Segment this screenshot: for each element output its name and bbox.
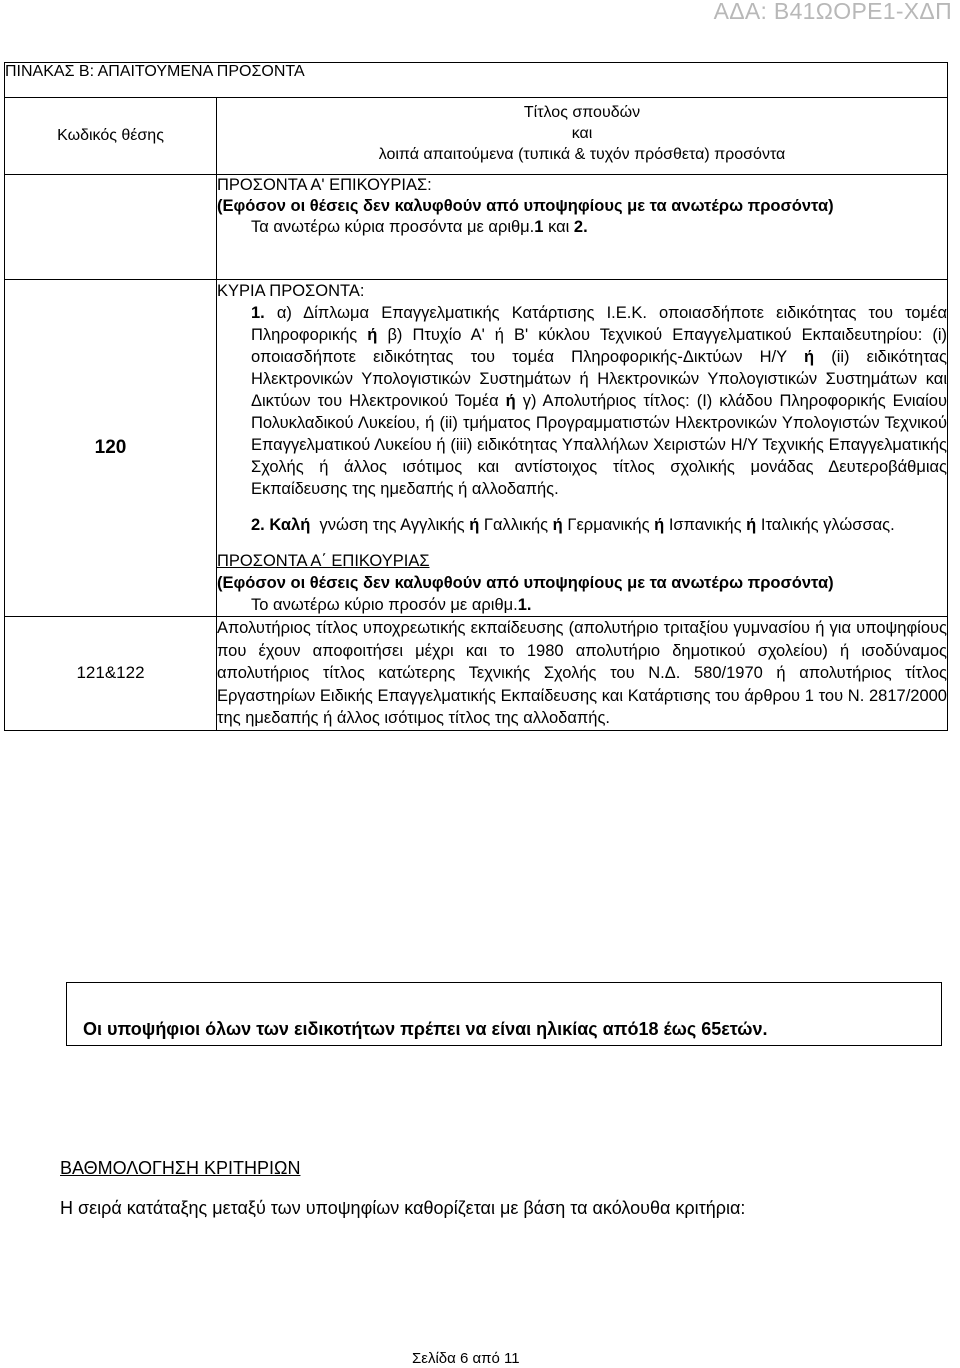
criteria-text: Η σειρά κατάταξης μεταξύ των υποψηφίων καθορίζεται με βάση τα ακόλουθα κριτήρια: — [60, 1198, 746, 1218]
subsidiary-body-120: Το ανωτέρω κύριο προσόν με αριθμ.1. — [251, 596, 532, 614]
subsidiary-condition-120: (Εφόσον οι θέσεις δεν καλυφθούν από υποψηφίους με τα ανωτέρω προσόντα) — [217, 574, 834, 592]
qualification-2: 2. Καλή γνώση της Αγγλικής ή Γαλλικής ή Γερμανικής ή Ισπανικής ή Ιταλικής γλώσσας. — [251, 516, 895, 534]
subsidiary-a-heading: ΠΡΟΣΟΝΤΑ Α' ΕΠΙΚΟΥΡΙΑΣ: — [217, 176, 432, 194]
code-120: 120 — [5, 280, 217, 617]
header-title: Τίτλος σπουδών και λοιπά απαιτούμενα (τυπικά & τυχόν πρόσθετα) προσόντα — [217, 98, 948, 175]
requirements-table — [4, 62, 948, 731]
code-121-122: 121&122 — [5, 617, 217, 731]
age-note: Οι υποψήφιοι όλων των ειδικοτήτων πρέπει να είναι ηλικίας από18 έως 65ετών. — [83, 1019, 768, 1039]
row-120-text — [217, 280, 948, 617]
ada-stamp: ΑΔΑ: Β41ΩΟΡΕ1-ΧΔΠ — [713, 0, 952, 24]
main-qualifications-heading: ΚΥΡΙΑ ΠΡΟΣΟΝΤΑ: — [217, 282, 365, 300]
row-121-122-text: Απολυτήριος τίτλος υποχρεωτικής εκπαίδευσης (απολυτήριο τριταξίου γυμνασίου ή για υποψηφίους που έχουν αποφοιτήσει μέχρι και το 1980 απολυτήριο δημοτικού σχολείου) ή ισοδύναμος απολυτήριος τίτλος κατώτερης Τεχνικής Σχολής του Ν.Δ. 580/1970 ή απολυτήριος τίτλος Εργαστηρίων Ειδικής Επαγγελματικής Εκπαίδευσης και Κατάρτισης του άρθρου 1 του Ν. 2817/2000 της ημεδαπής ή άλλος ισότιμος τίτλος της αλλοδαπής. — [217, 617, 948, 731]
age-note-box — [66, 982, 942, 1046]
row-120 — [5, 280, 948, 617]
table-header-row — [5, 98, 948, 175]
page-number: Σελίδα 6 από 11 — [412, 1350, 520, 1367]
subsidiary-a-condition: (Εφόσον οι θέσεις δεν καλυφθούν από υποψηφίους με τα ανωτέρω προσόντα) — [217, 197, 834, 215]
subsidiary-a-body: Τα ανωτέρω κύρια προσόντα με αριθμ.1 και 2. — [251, 218, 588, 236]
subsidiary-a-row — [5, 175, 948, 280]
table-title: ΠΙΝΑΚΑΣ Β: ΑΠΑΙΤΟΥΜΕΝΑ ΠΡΟΣΟΝΤΑ — [5, 63, 948, 98]
row-121-122 — [5, 617, 948, 731]
qualification-1: 1. α) Δίπλωμα Επαγγελματικής Κατάρτισης Ι.Ε.Κ. οποιασδήποτε ειδικότητας του τομέα Πληροφορικής ή β) Πτυχίο Α' ή Β' κύκλου Τεχνικού Επαγγελματικού Εκπαιδευτηρίου: (i) οποιασδήποτε ειδικότητας του τομέα Πληροφορικής-Δικτύων Η/Υ ή (ii) ειδικότητας Ηλεκτρονικών Υπολογιστικών Συστημάτων ή Ηλεκτρονικών Υπολογιστικών Συστημάτων και Δικτύων του Ηλεκτρονικού Τομέα ή γ) Απολυτήριος τίτλος: (I) κλάδου Πληροφορικής Ενιαίου Πολυκλαδικού Λυκείου, ή (ii) τμήματος Προγραμματιστών Ηλεκτρονικών Υπολογιστών Τεχνικού Επαγγελματικού Λυκείου ή (iii) ειδικότητας Υπαλλήλων Χειριστών Η/Υ Τεχνικής Επαγγελματικής Σχολής ή άλλος ισότιμος και αντίστοιχος τίτλος σχολικής μονάδας Δευτεροβάθμιας Εκπαίδευσης της ημεδαπής ή αλλοδαπής. — [251, 304, 947, 498]
header-code: Κωδικός θέσης — [5, 98, 217, 175]
subsidiary-a-text — [217, 175, 948, 280]
empty-code-cell — [5, 175, 217, 280]
table-title-row — [5, 63, 948, 98]
criteria-title: ΒΑΘΜΟΛΟΓΗΣΗ ΚΡΙΤΗΡΙΩΝ — [60, 1158, 301, 1178]
subsidiary-heading-120: ΠΡΟΣΟΝΤΑ Α΄ ΕΠΙΚΟΥΡΙΑΣ — [217, 552, 430, 570]
